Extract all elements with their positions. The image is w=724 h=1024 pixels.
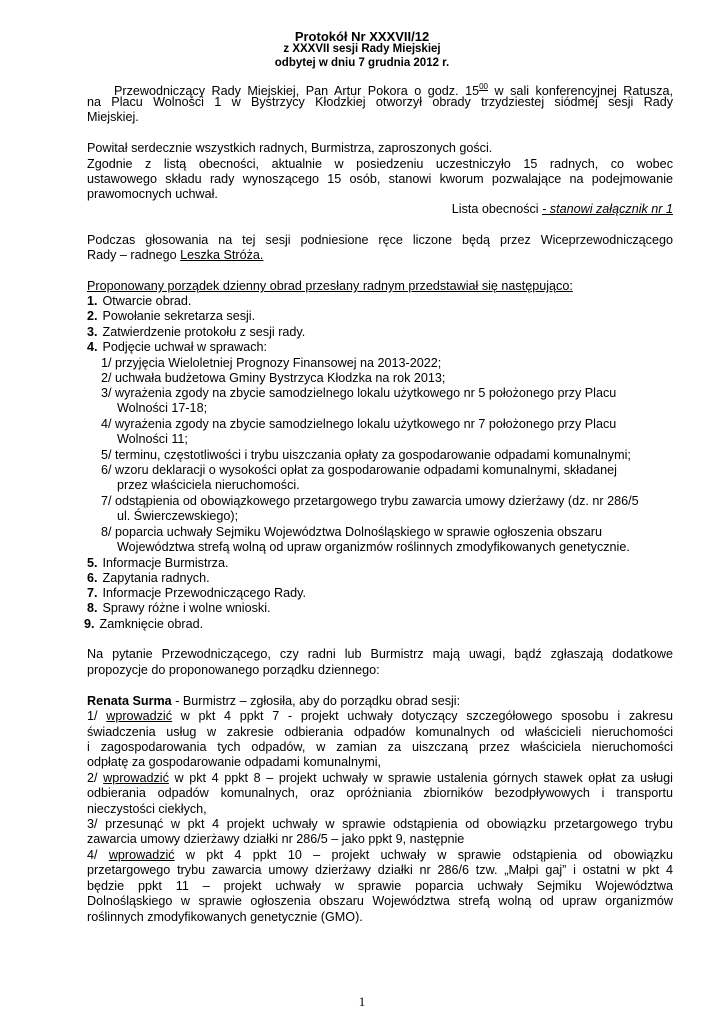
counter-name: Leszka Stróża.: [180, 248, 264, 262]
intro-text-b: w sali konferencyjnej Ratusza,: [488, 84, 673, 98]
agenda-item-text: Sprawy różne i wolne wnioski.: [102, 601, 271, 615]
agenda-item-number: 4.: [87, 340, 98, 354]
proposal-text: w pkt 4 ppkt 7 - projekt uchwały dotyczący szczegółowego sposobu i zakresu: [172, 709, 673, 723]
intro-line-2: na Placu Wolności 1 w Bystrzycy Kłodzkiej otworzył obrady trzydziestej siódmej sesji Rady: [87, 95, 673, 109]
agenda-item-number: 1.: [87, 294, 98, 308]
voting-text: Rady – radnego: [87, 248, 181, 262]
proposal-number: 4/: [87, 848, 109, 862]
proposal-verb: wprowadzić: [106, 709, 173, 723]
attachment-reference: - stanowi załącznik nr 1: [542, 202, 673, 216]
agenda-subitem-cont: ul. Świerczewskiego);: [117, 509, 239, 523]
agenda-subitem-cont: przez właściciela nieruchomości.: [117, 478, 300, 492]
agenda-subitem: 6/ wzoru deklaracji o wysokości opłat za gospodarowanie odpadami komunalnymi, składanej: [101, 463, 617, 477]
agenda-item: [87, 586, 306, 601]
proposal-3-line-1: 3/ przesunąć w pkt 4 projekt uchwały w sprawie odstąpienia od obowiązku przetargowego trybu: [87, 817, 673, 831]
proposal-2-line-1: [87, 771, 673, 786]
agenda-subitem: 3/ wyrażenia zgody na zbycie samodzielnego lokalu użytkowego nr 5 położonego przy Placu: [101, 386, 617, 400]
question-line-2: propozycje do proponowanego porządku dziennego:: [87, 663, 380, 677]
agenda-subitem: 2/ uchwała budżetowa Gminy Bystrzyca Kłodzka na rok 2013;: [101, 371, 446, 385]
proposal-verb: wprowadzić: [103, 771, 169, 785]
speaker-statement: - Burmistrz – zgłosiła, aby do porządku obrad sesji:: [171, 694, 461, 708]
intro-text-a: Przewodniczący Rady Miejskiej, Pan Artur Pokora o godz. 15: [114, 84, 480, 98]
agenda-item-number: 7.: [87, 586, 98, 600]
agenda-item-text: Zatwierdzenie protokołu z sesji rady.: [102, 325, 306, 339]
proposal-4-line-1: [87, 848, 673, 863]
agenda-item-text: Otwarcie obrad.: [102, 294, 192, 308]
agenda-item: [87, 556, 228, 571]
agenda-subitem: 4/ wyrażenia zgody na zbycie samodzielnego lokalu użytkowego nr 7 położonego przy Placu: [101, 417, 617, 431]
proposal-3-line-2: zawarcia umowy dzierżawy działki nr 286/5 – jako ppkt 9, następnie: [87, 832, 465, 846]
agenda-item-number: 6.: [87, 571, 98, 585]
agenda-item-text: Zamknięcie obrad.: [99, 617, 204, 631]
attachment-note: [87, 202, 673, 217]
proposal-text: w pkt 4 ppkt 10 – projekt uchwały w sprawie odstąpienia od obowiązku: [174, 848, 673, 862]
attachment-prefix: Lista obecności: [451, 202, 543, 216]
welcome-line-4: prawomocnych uchwał.: [87, 187, 218, 201]
agenda-subitem: 5/ terminu, częstotliwości i trybu uiszczania opłaty za gospodarowanie odpadami komunalnymi;: [101, 448, 631, 462]
proposal-1-line-2: świadczenia usług w zakresie odbierania odpadów komunalnych od właścicieli nieruchomości: [87, 725, 673, 739]
agenda-item: [87, 571, 210, 586]
document-date: odbytej w dniu 7 grudnia 2012 r.: [274, 57, 450, 69]
agenda-item-number: 9.: [84, 617, 95, 631]
agenda-item: [87, 325, 305, 340]
agenda-item-number: 5.: [87, 556, 98, 570]
time-superscript: 00: [479, 82, 488, 91]
speaker-name: Renata Surma: [87, 694, 172, 708]
proposal-4-line-4: Dolnośląskiego w sprawie ogłoszenia obszaru Województwa strefą wolną od upraw organizmów: [87, 894, 673, 908]
agenda-item-number: 2.: [87, 309, 98, 323]
proposal-1-line-4: odpłatę za gospodarowanie odpadami komunalnymi,: [87, 755, 382, 769]
agenda-subitem: 8/ poparcia uchwały Sejmiku Województwa Dolnośląskiego w sprawie ogłoszenia obszaru: [101, 525, 602, 539]
agenda-item-text: Informacje Przewodniczącego Rady.: [102, 586, 306, 600]
page-number: 1: [358, 994, 366, 1009]
agenda-item-text: Powołanie sekretarza sesji.: [102, 309, 256, 323]
agenda-item: [87, 309, 255, 324]
speaker-line: [87, 694, 460, 709]
proposal-2-line-3: nieczystości ciekłych,: [87, 802, 207, 816]
proposal-number: 1/: [87, 709, 107, 723]
proposal-4-line-5: roślinnych zmodyfikowanych genetycznie (GMO).: [87, 910, 363, 924]
agenda-heading: Proponowany porządek dzienny obrad przesłany radnym przedstawiał się następująco:: [87, 279, 573, 293]
welcome-line-2: Zgodnie z listą obecności, aktualnie w posiedzeniu uczestniczyło 15 radnych, co wobec: [87, 157, 673, 171]
question-line-1: Na pytanie Przewodniczącego, czy radni lub Burmistrz mają uwagi, bądź zgłaszają dodatkowe: [87, 647, 673, 661]
agenda-item: [87, 340, 267, 355]
proposal-1-line-3: i zagospodarowania tych odpadów, w zamian za uiszczaną przez właściciela nieruchomości: [87, 740, 673, 754]
voting-line-2: [87, 248, 263, 263]
agenda-item: [87, 294, 191, 309]
agenda-item-text: Zapytania radnych.: [102, 571, 210, 585]
proposal-1-line-1: [87, 709, 673, 724]
welcome-line-1: Powitał serdecznie wszystkich radnych, Burmistrza, zaproszonych gości.: [87, 141, 493, 155]
intro-line-3: Miejskiej.: [87, 110, 139, 124]
proposal-4-line-3: będzie ppkt 11 – projekt uchwały w sprawie poparcia uchwały Sejmiku Województwa: [87, 879, 673, 893]
agenda-item-number: 8.: [87, 601, 98, 615]
agenda-subitem-cont: Wolności 17-18;: [117, 401, 208, 415]
voting-line-1: Podczas głosowania na tej sesji podniesione ręce liczone będą przez Wiceprzewodniczącego: [87, 233, 673, 247]
agenda-subitem: 1/ przyjęcia Wieloletniej Prognozy Finansowej na 2013-2022;: [101, 356, 442, 370]
proposal-number: 2/: [87, 771, 104, 785]
document-subtitle: z XXXVII sesji Rady Miejskiej: [283, 43, 441, 55]
agenda-item-text: Informacje Burmistrza.: [102, 556, 229, 570]
proposal-verb: wprowadzić: [108, 848, 175, 862]
proposal-4-line-2: przetargowego trybu zawarcia umowy dzierżawy działki nr 286/6 tzw. „Małpi gaj” i ostatni w pkt 4: [87, 863, 673, 877]
welcome-line-3: ustawowego składu rady wynoszącego 15 osób, stanowi kworum pozwalające na podejmowanie: [87, 172, 673, 186]
agenda-item: [84, 617, 203, 632]
proposal-text: w pkt 4 ppkt 8 – projekt uchwały w sprawie ustalenia górnych stawek opłat za usługi: [168, 771, 673, 785]
agenda-subitem-cont: Województwa strefą wolną od upraw organizmów roślinnych zmodyfikowanych genetycznie.: [117, 540, 630, 554]
agenda-subitem-cont: Wolności 11;: [117, 432, 188, 446]
agenda-item-number: 3.: [87, 325, 98, 339]
agenda-subitem: 7/ odstąpienia od obowiązkowego przetargowego trybu zawarcia umowy dzierżawy (dz. nr 286/5: [101, 494, 639, 508]
proposal-2-line-2: odbierania odpadów komunalnych, oraz opróżniania zbiorników bezodpływowych i transportu: [87, 786, 673, 800]
agenda-item: [87, 601, 271, 616]
document-title: Protokół Nr XXXVII/12: [294, 29, 430, 44]
agenda-item-text: Podjęcie uchwał w sprawach:: [102, 340, 267, 354]
